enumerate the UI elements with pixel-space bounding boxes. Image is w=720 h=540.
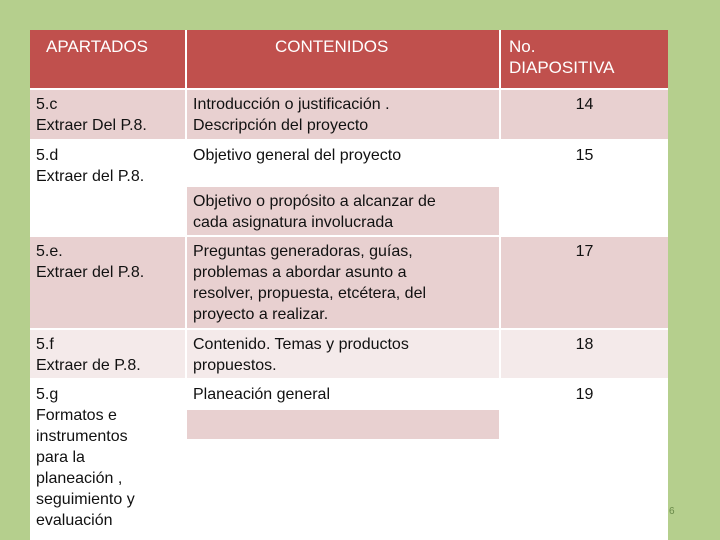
row3-contenido: Preguntas generadoras, guías, problemas a abordar asunto a resolver, propuesta, etcétera, del proyecto a realizar. [187,237,499,328]
row1-apartado: 5.c Extraer Del P.8. [30,90,185,139]
header-contenidos: CONTENIDOS [187,30,499,88]
row2-apartado: 5.d Extraer del P.8. [36,147,145,185]
row2-contenido-extra: Objetivo o propósito a alcanzar de cada asignatura involucrada [187,187,499,235]
header-diapositiva: No. DIAPOSITIVA [501,30,668,88]
row4-contenido: Contenido. Temas y productos propuestos. [187,330,499,378]
row1-contenido: Introducción o justificación . Descripción del proyecto [187,90,499,139]
slide-number: 6 [669,506,675,517]
row5-empty-subcell [187,410,499,439]
row3-diapositiva: 17 [501,237,668,328]
row5-diapositiva: 19 [575,386,594,403]
row4-diapositiva: 18 [501,330,668,378]
row4-apartado: 5.f Extraer de P.8. [30,330,185,378]
header-apartados: APARTADOS [30,30,185,88]
row1-diapositiva: 14 [501,90,668,139]
row2-contenido: Objetivo general del proyecto [193,147,402,164]
slide [30,30,668,540]
row5-apartado: 5.g Formatos e instrumentos para la planeación , seguimiento y evaluación [36,386,135,529]
row2-diapositiva: 15 [575,147,594,164]
row3-apartado: 5.e. Extraer del P.8. [30,237,185,328]
row5-contenido: Planeación general [193,386,330,403]
